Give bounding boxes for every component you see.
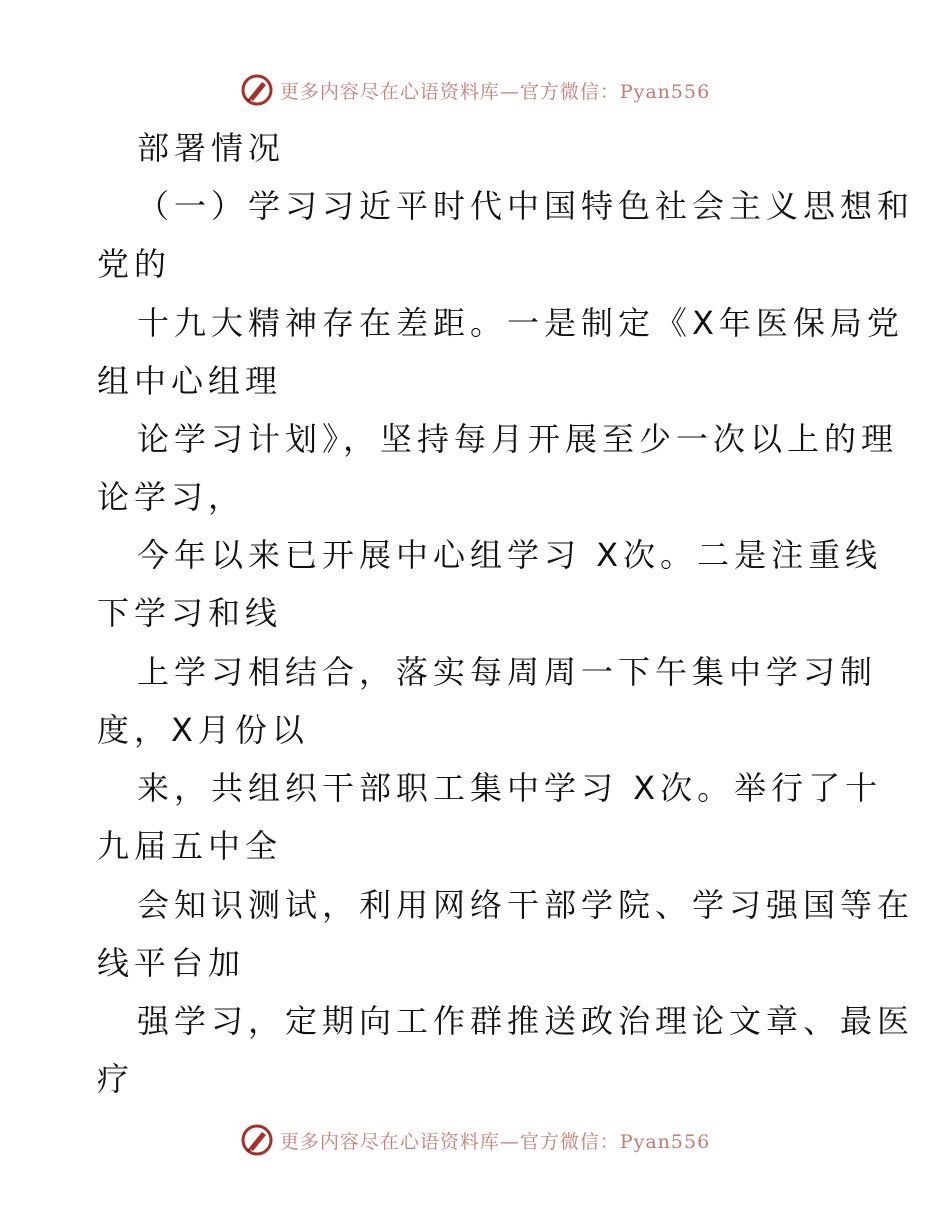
text-line: 线平台加 bbox=[97, 944, 246, 982]
text-line: 九届五中全 bbox=[97, 827, 283, 865]
text-line: 论学习计划》，坚持每月开展至少一次以上的理 bbox=[137, 420, 899, 458]
text-line: 度，X月份以 bbox=[97, 711, 309, 749]
text-line: 上学习相结合，落实每周周一下午集中学习制 bbox=[137, 653, 878, 691]
text-line: 党的 bbox=[97, 245, 172, 283]
pen-logo-icon bbox=[240, 1123, 274, 1157]
text-line: 部署情况 bbox=[137, 129, 286, 167]
text-line: 下学习和线 bbox=[97, 594, 283, 632]
watermark-text: 更多内容尽在心语资料库—官方微信：Pyan556 bbox=[279, 1130, 711, 1153]
pen-logo-icon bbox=[240, 73, 274, 107]
text-line: 论学习， bbox=[97, 478, 246, 516]
text-line: （一）学习习近平时代中国特色社会主义思想和 bbox=[137, 187, 915, 225]
text-line: 会知识测试，利用网络干部学院、学习强国等在 bbox=[137, 886, 915, 924]
text-line: 十九大精神存在差距。一是制定《X年医保局党 bbox=[137, 304, 904, 342]
text-line: 强学习，定期向工作群推送政治理论文章、最医 bbox=[137, 1002, 915, 1040]
watermark-text: 更多内容尽在心语资料库—官方微信：Pyan556 bbox=[279, 80, 711, 103]
footer-watermark bbox=[0, 1120, 950, 1160]
text-line: 今年以来已开展中心组学习 X次。二是注重线 bbox=[137, 536, 883, 574]
header-watermark bbox=[0, 70, 950, 110]
text-line: 疗 bbox=[97, 1060, 135, 1098]
text-line: 来，共组织干部职工集中学习 X次。举行了十 bbox=[137, 769, 883, 807]
text-line: 组中心组理 bbox=[97, 362, 283, 400]
